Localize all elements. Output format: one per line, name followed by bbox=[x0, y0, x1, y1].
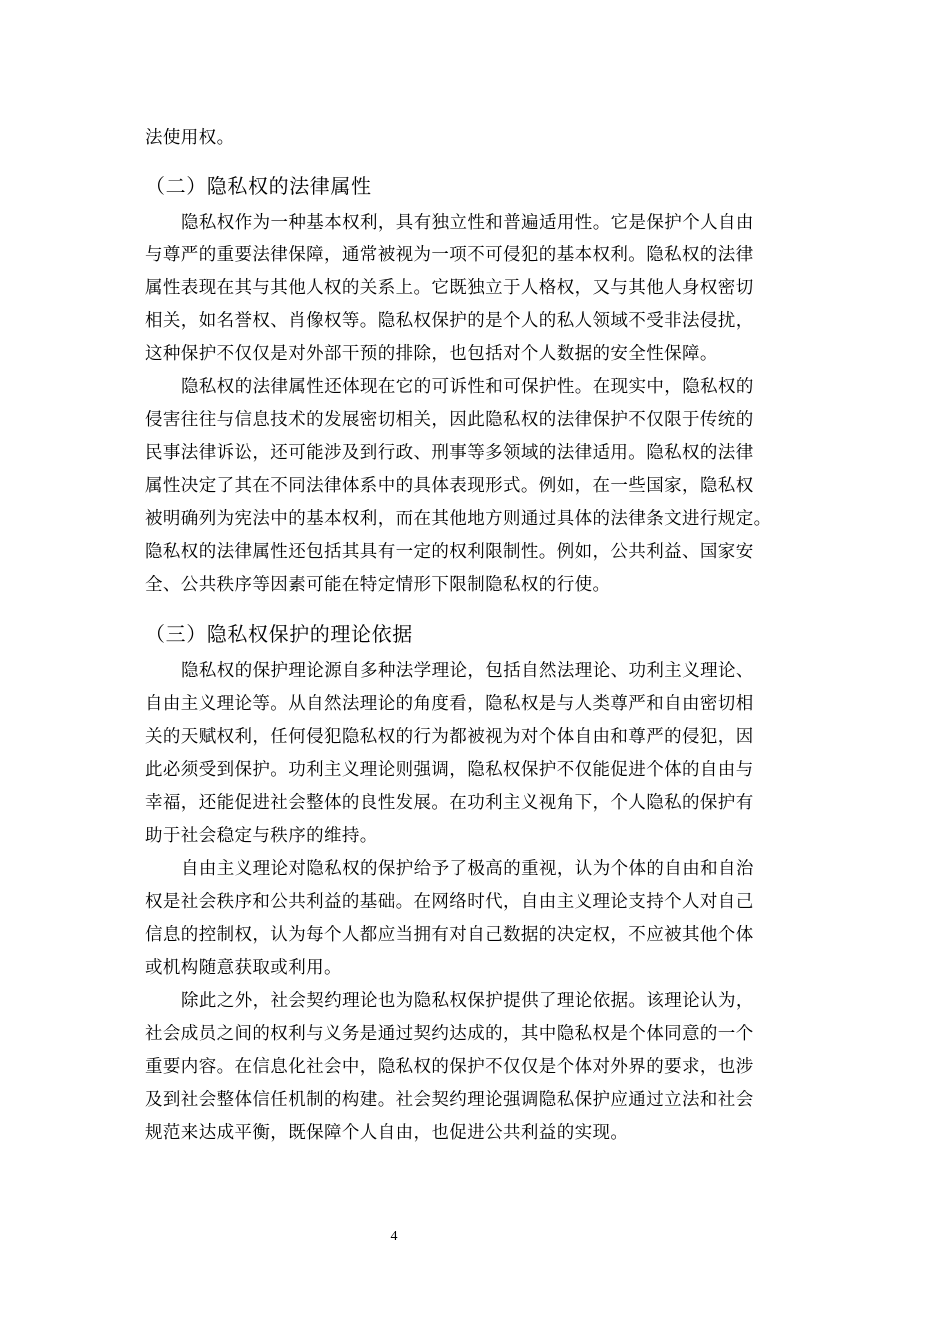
page-number: 4 bbox=[390, 1229, 398, 1244]
paragraph-line: 隐私权的法律属性还体现在它的可诉性和可保护性。在现实中，隐私权的 bbox=[181, 377, 754, 397]
paragraph-line: 全、公共秩序等因素可能在特定情形下限制隐私权的行使。 bbox=[145, 575, 611, 595]
paragraph-line: 关的天赋权利，任何侵犯隐私权的行为都被视为对个体自由和尊严的侵犯，因 bbox=[145, 727, 754, 747]
section-heading-legal-attributes: （二）隐私权的法律属性 bbox=[145, 174, 372, 198]
carryover-line: 法使用权。 bbox=[145, 128, 235, 148]
paragraph-line: 侵害往往与信息技术的发展密切相关，因此隐私权的法律保护不仅限于传统的 bbox=[145, 410, 754, 430]
paragraph-line: 相关，如名誉权、肖像权等。隐私权保护的是个人的私人领域不受非法侵扰， bbox=[145, 311, 754, 331]
paragraph-line: 权是社会秩序和公共利益的基础。在网络时代，自由主义理论支持个人对自己 bbox=[145, 892, 754, 912]
paragraph-line: 属性表现在其与其他人权的关系上。它既独立于人格权，又与其他人身权密切 bbox=[145, 278, 754, 298]
paragraph-line: 与尊严的重要法律保障，通常被视为一项不可侵犯的基本权利。隐私权的法律 bbox=[145, 245, 754, 265]
paragraph-line: 信息的控制权，认为每个人都应当拥有对自己数据的决定权，不应被其他个体 bbox=[145, 925, 754, 945]
paragraph-line: 属性决定了其在不同法律体系中的具体表现形式。例如，在一些国家，隐私权 bbox=[145, 476, 754, 496]
paragraph-line: 及到社会整体信任机制的构建。社会契约理论强调隐私保护应通过立法和社会 bbox=[145, 1090, 754, 1110]
paragraph-line: 规范来达成平衡，既保障个人自由，也促进公共利益的实现。 bbox=[145, 1123, 629, 1143]
paragraph-line: 重要内容。在信息化社会中，隐私权的保护不仅仅是个体对外界的要求，也涉 bbox=[145, 1057, 754, 1077]
paragraph-line: 除此之外，社会契约理论也为隐私权保护提供了理论依据。该理论认为， bbox=[181, 991, 754, 1011]
paragraph-line: 幸福，还能促进社会整体的良性发展。在功利主义视角下，个人隐私的保护有 bbox=[145, 793, 754, 813]
paragraph-line: 隐私权的保护理论源自多种法学理论，包括自然法理论、功利主义理论、 bbox=[181, 661, 754, 681]
paragraph-line: 隐私权的法律属性还包括其具有一定的权利限制性。例如，公共利益、国家安 bbox=[145, 542, 754, 562]
paragraph-line: 自由主义理论等。从自然法理论的角度看，隐私权是与人类尊严和自由密切相 bbox=[145, 694, 754, 714]
paragraph-line: 或机构随意获取或利用。 bbox=[145, 958, 342, 978]
paragraph-line: 这种保护不仅仅是对外部干预的排除，也包括对个人数据的安全性保障。 bbox=[145, 344, 718, 364]
paragraph-line: 社会成员之间的权利与义务是通过契约达成的，其中隐私权是个体同意的一个 bbox=[145, 1024, 754, 1044]
paragraph-line: 民事法律诉讼，还可能涉及到行政、刑事等多领域的法律适用。隐私权的法律 bbox=[145, 443, 754, 463]
paragraph-line: 隐私权作为一种基本权利，具有独立性和普遍适用性。它是保护个人自由 bbox=[181, 213, 754, 233]
paragraph-line: 助于社会稳定与秩序的维持。 bbox=[145, 826, 378, 846]
paragraph-line: 被明确列为宪法中的基本权利，而在其他地方则通过具体的法律条文进行规定。 bbox=[145, 509, 772, 529]
paragraph-line: 此必须受到保护。功利主义理论则强调，隐私权保护不仅能促进个体的自由与 bbox=[145, 760, 754, 780]
paragraph-line: 自由主义理论对隐私权的保护给予了极高的重视，认为个体的自由和自治 bbox=[181, 859, 754, 879]
section-heading-theoretical-basis: （三）隐私权保护的理论依据 bbox=[145, 622, 413, 646]
